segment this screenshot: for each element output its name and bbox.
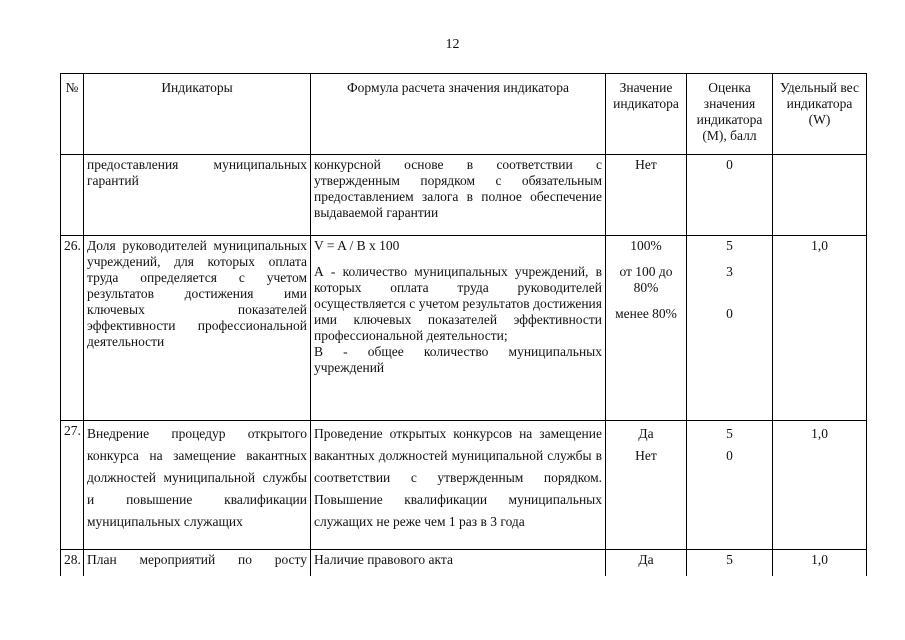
weight-cell — [773, 155, 867, 236]
value-item: Нет — [635, 448, 657, 463]
header-no: № — [61, 74, 84, 155]
row-number: 27. — [61, 421, 84, 550]
header-indicators: Индикаторы — [84, 74, 311, 155]
formula-definition-b: В - общее количество муниципальных учреждений — [314, 344, 602, 375]
table-header-row — [61, 74, 867, 155]
value-item: от 100 до 80% — [619, 264, 673, 295]
header-formula: Формула расчета значения индикатора — [311, 74, 606, 155]
value-item: 100% — [630, 238, 662, 253]
table-row — [61, 550, 867, 577]
header-score: Оценка значения индикатора (М), балл — [687, 74, 773, 155]
value-cell — [606, 236, 687, 421]
formula-cell — [311, 236, 606, 421]
value-item: Да — [638, 426, 654, 441]
value-item: менее 80% — [615, 306, 677, 321]
page-number: 12 — [445, 37, 460, 52]
formula-cell: Проведение открытых конкурсов на замещение вакантных должностей муниципальной службы в соответствии с утвержденным порядком. Повышение квалификации муниципальных служащих не реже чем 1 раз в 3 года — [311, 421, 606, 550]
row-number — [61, 155, 84, 236]
weight-cell: 1,0 — [773, 550, 867, 577]
score-cell — [687, 236, 773, 421]
formula-cell: Наличие правового акта — [311, 550, 606, 577]
indicator-cell: Внедрение процедур открытого конкурса на замещение вакантных должностей муниципальной службы и повышение квалификации муниципальных служащих — [84, 421, 311, 550]
formula-main: V = A / B x 100 — [314, 238, 400, 253]
table-row — [61, 236, 867, 421]
weight-cell: 1,0 — [773, 236, 867, 421]
table-row — [61, 421, 867, 550]
score-item: 5 — [726, 552, 733, 567]
value-cell — [606, 155, 687, 236]
value-cell — [606, 550, 687, 577]
row-number: 28. — [61, 550, 84, 577]
header-weight: Удельный вес индикатора (W) — [773, 74, 867, 155]
score-item: 5 — [726, 238, 733, 253]
indicator-cell: предоставления муниципальных гарантий — [84, 155, 311, 236]
score-item: 0 — [726, 306, 733, 321]
score-item: 0 — [726, 448, 733, 463]
score-cell — [687, 550, 773, 577]
score-cell — [687, 155, 773, 236]
header-value: Значение индикатора — [606, 74, 687, 155]
score-item: 0 — [726, 157, 733, 172]
indicators-table — [60, 73, 867, 576]
table-row — [61, 155, 867, 236]
score-item: 5 — [726, 426, 733, 441]
weight-cell: 1,0 — [773, 421, 867, 550]
formula-cell: конкурсной основе в соответствии с утвержденным порядком с обязательным предоставлением залога в полное обеспечение выдаваемой гарантии — [311, 155, 606, 236]
indicator-cell: Доля руководителей муниципальных учреждений, для которых оплата труда определяется с учетом результатов достижения ими ключевых показателей эффективности профессиональной деятельности — [84, 236, 311, 421]
score-item: 3 — [726, 264, 733, 279]
row-number: 26. — [61, 236, 84, 421]
value-item: Да — [638, 552, 654, 567]
value-cell — [606, 421, 687, 550]
indicator-cell: План мероприятий по росту — [84, 550, 311, 577]
value-item: Нет — [635, 157, 657, 172]
score-cell — [687, 421, 773, 550]
formula-definition-a: А - количество муниципальных учреждений, в которых оплата труда руководителей осуществляется с учетом результатов достижения ими ключевых показателей эффективности профессиональной деятельности; — [314, 264, 602, 343]
